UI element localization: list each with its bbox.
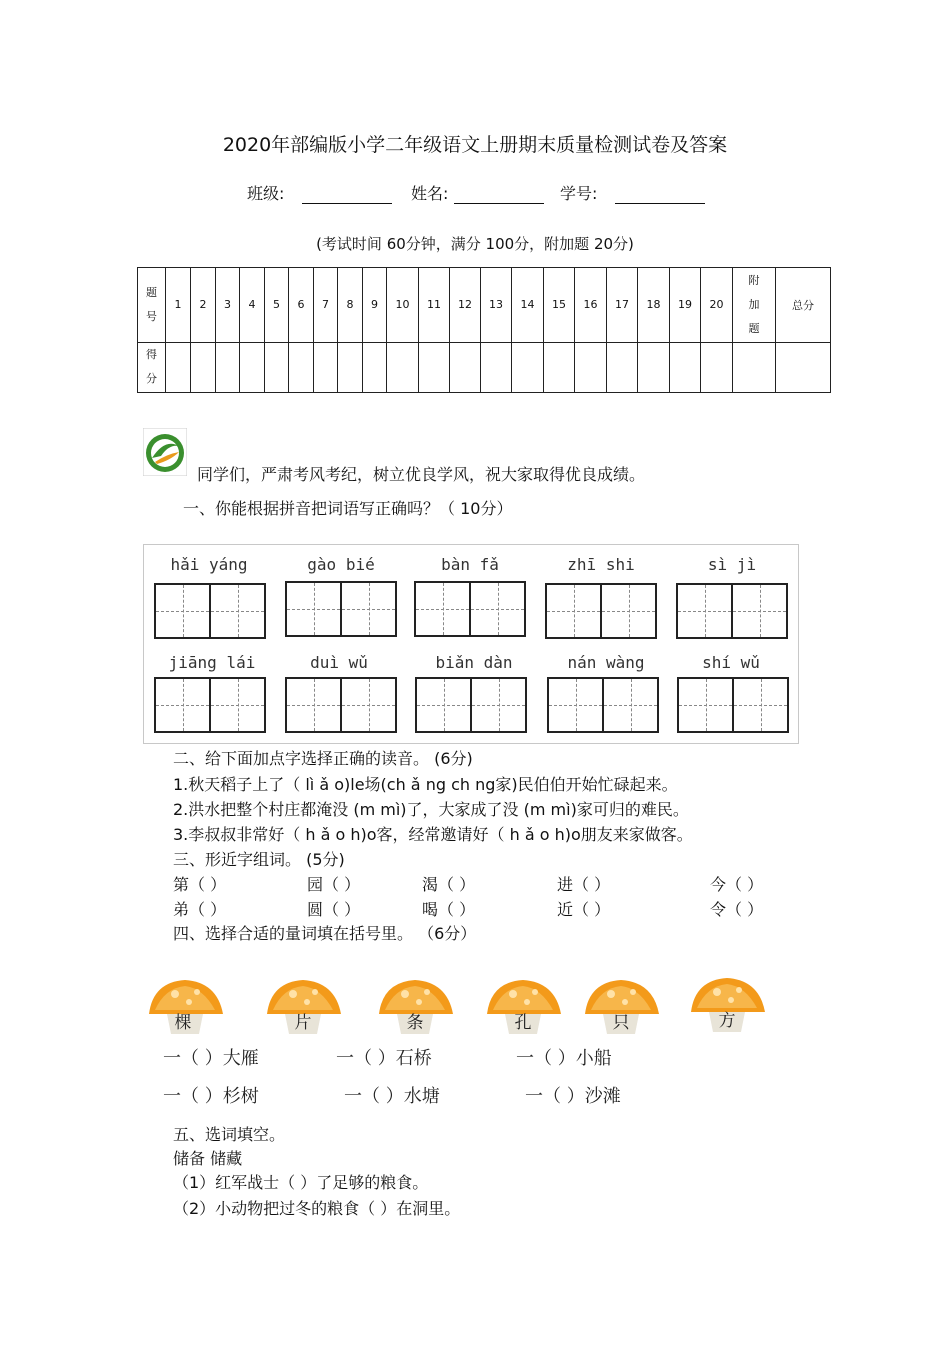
class-field xyxy=(247,181,392,204)
pinyin-label: sì jì xyxy=(707,555,757,574)
writing-grid[interactable] xyxy=(547,677,659,733)
score-cell[interactable] xyxy=(166,342,191,392)
word-pair: 喝（ ） xyxy=(422,900,476,919)
question-number: 4 xyxy=(240,268,265,343)
question-number: 12 xyxy=(450,268,481,343)
word-pair: 今（ ） xyxy=(710,875,764,894)
measure-word: 只 xyxy=(612,1013,630,1033)
question-item: 2.洪水把整个村庄都淹没 (m mì)了，大家成了没 (m mì)家可归的难民。 xyxy=(173,800,689,819)
writing-grid[interactable] xyxy=(285,677,397,733)
question-number: 9 xyxy=(363,268,387,343)
writing-grid[interactable] xyxy=(414,581,526,637)
question-number: 17 xyxy=(607,268,638,343)
score-cell[interactable] xyxy=(363,342,387,392)
section3-heading: 三、形近字组词。 (5分) xyxy=(173,850,345,869)
question-number: 7 xyxy=(314,268,338,343)
question-number: 14 xyxy=(512,268,544,343)
pinyin-label: bàn fǎ xyxy=(441,555,499,574)
writing-grid[interactable] xyxy=(415,677,527,733)
question-item: 3.李叔叔非常好（ h ǎ o h)o客，经常邀请好（ h ǎ o h)o朋友来家做客。 xyxy=(173,825,693,844)
word-pair: 渴（ ） xyxy=(422,875,476,894)
score-cell[interactable] xyxy=(670,342,701,392)
writing-grid[interactable] xyxy=(154,583,266,639)
score-cell[interactable] xyxy=(387,342,419,392)
score-table xyxy=(137,267,831,393)
pinyin-label: biǎn dàn xyxy=(435,653,513,672)
score-cell[interactable] xyxy=(265,342,289,392)
question-number: 11 xyxy=(419,268,450,343)
question-item: （2）小动物把过冬的粮食（ ）在洞里。 xyxy=(173,1199,461,1218)
writing-grid[interactable] xyxy=(154,677,266,733)
class-label: 班级: xyxy=(247,184,285,203)
writing-grid[interactable] xyxy=(676,583,788,639)
pinyin-label: shí wǔ xyxy=(702,653,760,672)
fill-phrase: 一（ ）大雁 xyxy=(163,1048,259,1069)
score-cell[interactable] xyxy=(512,342,544,392)
measure-word: 棵 xyxy=(174,1013,192,1033)
pinyin-label: nán wàng xyxy=(567,653,645,672)
score-cell[interactable] xyxy=(240,342,265,392)
measure-word: 条 xyxy=(406,1013,424,1033)
page-title: 2020年部编版小学二年级语文上册期末质量检测试卷及答案 xyxy=(222,134,728,156)
fill-phrase: 一（ ）沙滩 xyxy=(525,1086,621,1107)
intro-text: 同学们，严肃考风考纪，树立优良学风，祝大家取得优良成绩。 xyxy=(197,465,646,484)
measure-word: 孔 xyxy=(514,1013,532,1033)
word-pair: 园（ ） xyxy=(307,875,361,894)
question-number: 2 xyxy=(191,268,216,343)
pinyin-label: hǎi yáng xyxy=(170,555,248,574)
fill-phrase: 一（ ）石桥 xyxy=(336,1048,432,1069)
row-header-question-text: 题号 xyxy=(146,285,157,323)
score-cell[interactable] xyxy=(289,342,314,392)
score-cell[interactable] xyxy=(575,342,607,392)
writing-grid[interactable] xyxy=(677,677,789,733)
row-header-score-text: 得分 xyxy=(146,348,157,386)
section4-heading: 四、选择合适的量词填在括号里。 （6分） xyxy=(173,924,477,943)
score-cell[interactable] xyxy=(191,342,216,392)
question-number: 20 xyxy=(701,268,733,343)
word-pair: 弟（ ） xyxy=(173,900,227,919)
score-cell[interactable] xyxy=(450,342,481,392)
score-cell[interactable] xyxy=(419,342,450,392)
fill-phrase: 一（ ）水塘 xyxy=(344,1086,440,1107)
question-number: 3 xyxy=(216,268,240,343)
measure-word: 片 xyxy=(294,1013,312,1033)
measure-word-panel xyxy=(143,968,785,1111)
extra-question-text: 附加题 xyxy=(748,273,760,335)
word-options: 储备 储藏 xyxy=(173,1149,243,1168)
pinyin-label: gào bié xyxy=(307,555,375,574)
class-blank[interactable] xyxy=(302,186,392,204)
extra-question-header xyxy=(733,268,776,343)
question-number: 19 xyxy=(670,268,701,343)
writing-grid[interactable] xyxy=(285,581,397,637)
question-number: 18 xyxy=(638,268,670,343)
question-number: 5 xyxy=(265,268,289,343)
name-field xyxy=(411,181,544,204)
school-logo-icon xyxy=(143,428,187,476)
score-cell[interactable] xyxy=(733,342,776,392)
question-item: （1）红军战士（ ）了足够的粮食。 xyxy=(173,1173,429,1192)
total-score-cell[interactable] xyxy=(776,342,831,392)
word-pair: 第（ ） xyxy=(173,875,227,894)
row-header-score xyxy=(138,342,166,392)
word-pair: 进（ ） xyxy=(557,875,611,894)
number-blank[interactable] xyxy=(615,186,705,204)
question-number: 8 xyxy=(338,268,363,343)
writing-grid[interactable] xyxy=(545,583,657,639)
score-cell[interactable] xyxy=(701,342,733,392)
row-header-question xyxy=(138,268,166,343)
pinyin-label: jiāng lái xyxy=(168,653,256,672)
exam-info: (考试时间 60分钟，满分 100分，附加题 20分) xyxy=(316,235,634,253)
pinyin-writing-panel xyxy=(143,544,799,744)
score-cell[interactable] xyxy=(314,342,338,392)
word-pair: 近（ ） xyxy=(557,900,611,919)
score-cell[interactable] xyxy=(544,342,575,392)
score-cell[interactable] xyxy=(638,342,670,392)
pinyin-label: duì wǔ xyxy=(310,653,368,672)
section5-heading: 五、选词填空。 xyxy=(173,1125,286,1144)
question-number: 1 xyxy=(166,268,191,343)
name-label: 姓名: xyxy=(411,184,449,203)
score-cell[interactable] xyxy=(338,342,363,392)
total-header: 总分 xyxy=(776,268,831,343)
score-cell[interactable] xyxy=(607,342,638,392)
question-number: 16 xyxy=(575,268,607,343)
word-pair: 令（ ） xyxy=(710,900,764,919)
number-label: 学号: xyxy=(560,184,598,203)
fill-phrase: 一（ ）杉树 xyxy=(163,1086,259,1107)
score-cell[interactable] xyxy=(216,342,240,392)
question-number: 15 xyxy=(544,268,575,343)
name-blank[interactable] xyxy=(454,186,544,204)
question-number: 10 xyxy=(387,268,419,343)
question-number: 13 xyxy=(481,268,512,343)
number-field xyxy=(560,181,705,204)
question-item: 1.秋天稻子上了（ lì ǎ o)le场(ch ǎ ng ch ng家)民伯伯开始忙碌起来。 xyxy=(173,775,678,794)
score-cell[interactable] xyxy=(481,342,512,392)
pinyin-label: zhī shi xyxy=(567,555,635,574)
section2-heading: 二、给下面加点字选择正确的读音。 (6分) xyxy=(173,749,473,768)
question-number: 6 xyxy=(289,268,314,343)
fill-phrase: 一（ ）小船 xyxy=(516,1048,612,1069)
word-pair: 圆（ ） xyxy=(307,900,361,919)
section1-heading: 一、你能根据拼音把词语写正确吗？（ 10分） xyxy=(183,499,513,518)
measure-word: 方 xyxy=(718,1011,736,1031)
